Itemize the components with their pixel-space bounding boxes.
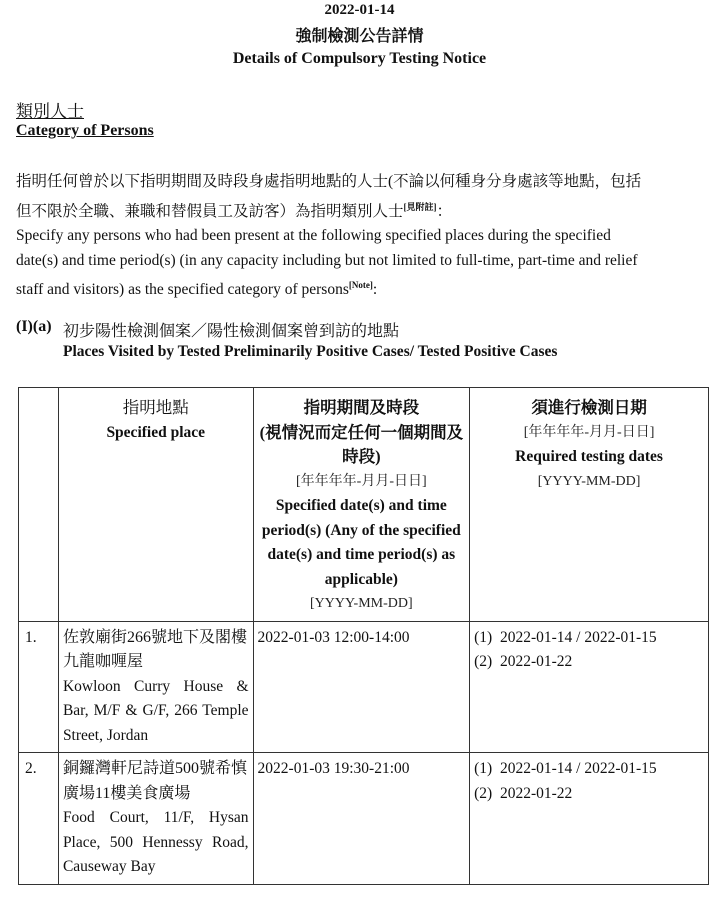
place-name-zh: 佐敦廟街266號地下及閣樓九龍咖喱屋 (62, 628, 247, 670)
place-name-zh: 銅鑼灣軒尼詩道500號希慎廣場11樓美食廣場 (62, 760, 247, 802)
testing-date-1: (1) 2022-01-14 / 2022-01-15 (474, 760, 657, 777)
row-place (58, 753, 253, 885)
row-period: 2022-01-03 12:00-14:00 (253, 621, 470, 753)
place-name-en: Kowloon Curry House & Bar, M/F & G/F, 266 Temple Street, Jordan (62, 677, 249, 744)
category-desc-en: Specify any persons who had been present at the following specified places during the specified date(s) and time period(s) (in any capacity including but not limited to full-time, part-time and relief staff and visitors) as the specified category of persons (16, 227, 638, 299)
category-description (16, 170, 656, 303)
notice-title-zh: 強制檢測公告詳情 (295, 28, 424, 45)
header-period-cell (253, 388, 470, 622)
places-table (18, 387, 709, 885)
header-place-zh: 指明地點 (122, 398, 189, 417)
place-name-en: Food Court, 11/F, Hysan Place, 500 Hennessy Road, Causeway Bay (62, 809, 249, 875)
category-heading-en: Category of Persons (16, 122, 154, 139)
note-ref-en: [Note] (348, 280, 373, 291)
testing-date-2: (2) 2022-01-22 (474, 784, 573, 802)
header-dates-cell (470, 388, 709, 622)
header-number-cell (19, 388, 59, 622)
row-dates (470, 753, 709, 885)
header-place-en: Specified place (106, 423, 206, 441)
section-title-zh: 初步陽性檢測個案／陽性檢測個案曾到訪的地點 (63, 323, 400, 340)
row-period: 2022-01-03 19:30-21:00 (253, 753, 470, 885)
section-label: (I)(a) (16, 318, 52, 335)
note-ref-zh: [見附註] (403, 201, 437, 212)
row-number: 2. (19, 753, 59, 885)
row-dates (470, 621, 709, 753)
testing-date-1: (1) 2022-01-14 / 2022-01-15 (474, 628, 657, 646)
header-place-cell (58, 388, 253, 622)
table-row (19, 621, 709, 753)
table-row (19, 753, 709, 885)
header-period-zh: 指明期間及時段 (視情況而定任何一個期間及時段) (259, 398, 464, 466)
category-desc-en-end: : (372, 281, 378, 299)
header-period-en: Specified date(s) and time period(s) (Any of the specified date(s) and time period(s) as applicable) (261, 497, 461, 588)
category-heading-zh: 類別人士 (16, 102, 84, 121)
header-dates-zh: 須進行檢測日期 (531, 398, 647, 417)
header-dates-format-zh: [年年年年-月月-日日] (523, 424, 655, 440)
table-header-row (19, 388, 709, 622)
header-dates-format-en: [YYYY-MM-DD] (537, 473, 641, 489)
category-desc-zh-end: ： (436, 202, 453, 220)
section-title-en: Places Visited by Tested Preliminarily Positive Cases/ Tested Positive Cases (63, 343, 558, 360)
notice-title-en: Details of Compulsory Testing Notice (232, 50, 487, 67)
row-number: 1. (19, 621, 59, 753)
header-period-format-en: [YYYY-MM-DD] (310, 596, 413, 611)
header-period-format-zh: [年年年年-月月-日日] (296, 473, 427, 489)
category-desc-zh: 指明任何曾於以下指明期間及時段身處指明地點的人士(不論以何種身分身處該等地點，包括但不限於全職、兼職和替假員工及訪客）為指明類別人士 (16, 173, 642, 220)
header-dates-en: Required testing dates (515, 448, 663, 465)
notice-date: 2022-01-14 (324, 2, 395, 18)
testing-date-2: (2) 2022-01-22 (474, 653, 573, 670)
row-place (58, 621, 253, 753)
